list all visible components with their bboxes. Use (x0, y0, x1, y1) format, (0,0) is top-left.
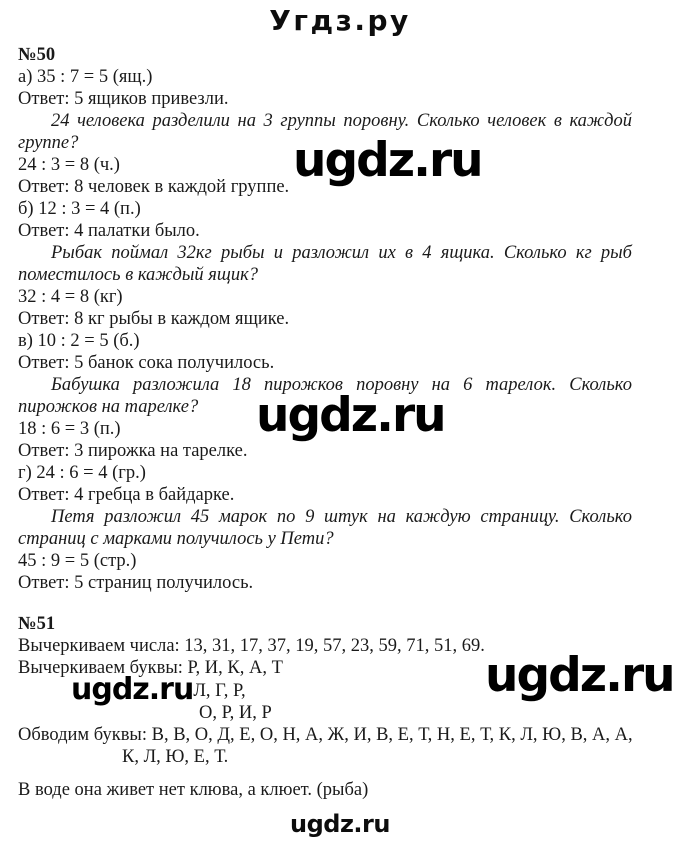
text-line: 18 : 6 = 3 (п.) (18, 419, 121, 439)
text-line: №51 (18, 614, 56, 634)
content (18, 44, 663, 801)
text-line: 24 : 3 = 8 (ч.) (18, 155, 120, 175)
text-line: Бабушка разложила 18 пирожков поровну на 6 тарелок. Сколько (51, 375, 632, 395)
text-line: Рыбак поймал 32кг рыбы и разложил их в 4 ящика. Сколько кг рыб (51, 243, 632, 263)
text-line: Ответ: 5 банок сока получилось. (18, 353, 275, 373)
text-line: в) 10 : 2 = 5 (б.) (18, 331, 140, 351)
text-line (18, 672, 663, 707)
text-line: а) 35 : 7 = 5 (ящ.) (18, 67, 153, 87)
text-line: Обводим буквы: В, В, О, Д, Е, О, Н, А, Ж, И, В, Е, Т, Н, Е, Т, К, Л, Ю, В, А, А, (18, 725, 633, 745)
text-line: В воде она живет нет клюва, а клюет. (рыба) (18, 780, 369, 800)
text-line: 24 человека разделили на 3 группы поровну. Сколько человек в каждой (51, 111, 632, 131)
footer-watermark: ugdz.ru (290, 810, 390, 838)
text-line: 45 : 9 = 5 (стр.) (18, 551, 137, 571)
text-line: 32 : 4 = 8 (кг) (18, 287, 123, 307)
site-title: Угдз.ру (269, 4, 411, 37)
text-line: пирожков на тарелке? (18, 397, 199, 417)
text-line: Ответ: 8 кг рыбы в каждом ящике. (18, 309, 290, 329)
text-line: К, Л, Ю, Е, Т. (122, 747, 229, 767)
text-line: Вычеркиваем буквы: Р, И, К, А, Т (18, 658, 283, 678)
text-line: б) 12 : 3 = 4 (п.) (18, 199, 141, 219)
text-line: Ответ: 3 пирожка на тарелке. (18, 441, 248, 461)
text-line: г) 24 : 6 = 4 (гр.) (18, 463, 146, 483)
text-line: группе? (18, 133, 79, 153)
watermark-large-1: ugdz.ru (293, 133, 482, 188)
watermark-large-2: ugdz.ru (256, 388, 445, 443)
text-line: Петя разложил 45 марок по 9 штук на каждую страницу. Сколько (51, 507, 632, 527)
text-line: Ответ: 8 человек в каждой группе. (18, 177, 290, 197)
text-line: Ответ: 5 страниц получилось. (18, 573, 254, 593)
text-line: страниц с марками получилось у Пети? (18, 529, 334, 549)
text-line: Ответ: 4 гребца в байдарке. (18, 485, 235, 505)
text-line: Вычеркиваем числа: 13, 31, 17, 37, 19, 57, 23, 59, 71, 51, 69. (18, 636, 485, 656)
text-line: О, Р, И, Р (199, 703, 272, 723)
text-line: №50 (18, 45, 56, 65)
watermark-large-3: ugdz.ru (485, 648, 674, 703)
inline-watermark: ugdz.ru (71, 672, 194, 707)
text-line: Ответ: 4 палатки было. (18, 221, 200, 241)
text-line: Ответ: 5 ящиков привезли. (18, 89, 229, 109)
text-line: поместилось в каждый ящик? (18, 265, 258, 285)
line-text: Л, Г, Р, (193, 681, 246, 701)
